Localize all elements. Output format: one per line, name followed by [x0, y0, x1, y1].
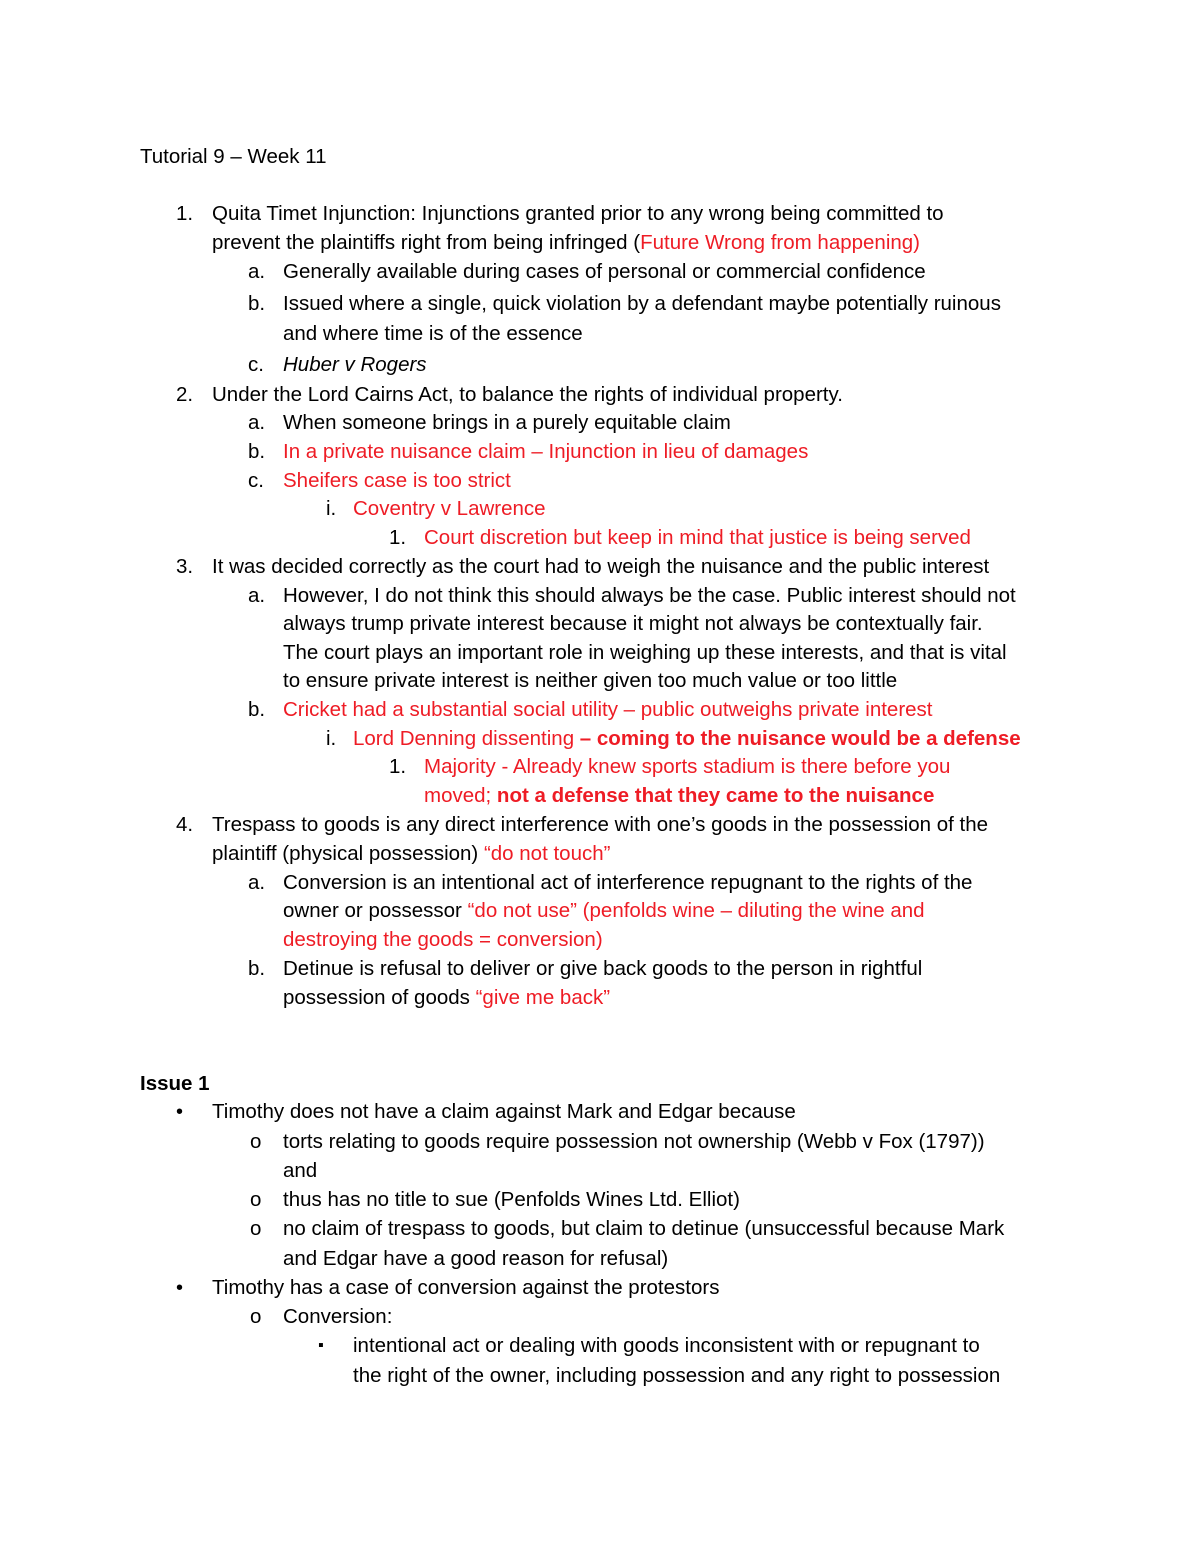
- text-run: moved;: [424, 784, 497, 807]
- highlight-text: Sheifers case is too strict: [283, 469, 511, 492]
- list-item-text: [212, 840, 610, 868]
- list-marker: c.: [248, 469, 264, 492]
- highlight-text: “do not use” (penfolds wine – diluting the wine and: [467, 899, 925, 922]
- text-run: possession of goods: [283, 986, 476, 1009]
- highlight-text: “do not touch”: [483, 842, 611, 865]
- list-item-text: to ensure private interest is neither given too much value or too little: [283, 669, 898, 692]
- bullet-item-text: and Edgar have a good reason for refusal): [283, 1247, 669, 1270]
- list-marker: a.: [248, 411, 266, 434]
- circle-bullet-icon: o: [250, 1188, 262, 1211]
- highlight-text: destroying the goods = conversion): [283, 928, 603, 951]
- text-run: prevent the plaintiffs right from being infringed (: [212, 231, 641, 254]
- list-item-text: Conversion is an intentional act of interference repugnant to the rights of the: [283, 871, 973, 894]
- bold-text: – coming to the nuisance would be a defense: [574, 727, 1021, 750]
- highlight-text: Cricket had a substantial social utility – public outweighs private interest: [283, 698, 933, 721]
- list-marker: b.: [248, 957, 266, 980]
- list-item-text: [212, 229, 920, 257]
- list-marker: b.: [248, 292, 266, 315]
- highlight-text: [353, 725, 1021, 753]
- bullet-item-text: Conversion:: [283, 1305, 393, 1328]
- bullet-item-text: thus has no title to sue (Penfolds Wines Ltd. Elliot): [283, 1188, 740, 1211]
- circle-bullet-icon: o: [250, 1130, 262, 1153]
- list-marker: 1.: [389, 526, 407, 549]
- highlight-text: Court discretion but keep in mind that justice is being served: [424, 526, 971, 549]
- case-name: Huber v Rogers: [283, 353, 427, 376]
- list-item-text: When someone brings in a purely equitable claim: [283, 411, 731, 434]
- text-run: plaintiff (physical possession): [212, 842, 484, 865]
- highlight-text: Coventry v Lawrence: [353, 497, 546, 520]
- list-item-text: Trespass to goods is any direct interference with one’s goods in the possession of the: [212, 813, 989, 836]
- list-marker: a.: [248, 871, 266, 894]
- list-item-text: [283, 897, 925, 925]
- list-item-text: It was decided correctly as the court had to weigh the nuisance and the public interest: [212, 555, 990, 578]
- bullet-item-text: and: [283, 1159, 318, 1182]
- list-marker: a.: [248, 260, 266, 283]
- list-marker: 4.: [176, 813, 194, 836]
- list-marker: 2.: [176, 383, 194, 406]
- text-run: owner or possessor: [283, 899, 468, 922]
- list-item-text: Quita Timet Injunction: Injunctions granted prior to any wrong being committed to: [212, 202, 944, 225]
- bullet-item-text: intentional act or dealing with goods inconsistent with or repugnant to: [353, 1334, 980, 1357]
- bullet-item-text: Timothy has a case of conversion against the protestors: [212, 1276, 720, 1299]
- circle-bullet-icon: o: [250, 1217, 262, 1240]
- list-item-text: The court plays an important role in weighing up these interests, and that is vital: [283, 641, 1007, 664]
- bullet-icon: •: [176, 1277, 184, 1299]
- square-bullet-icon: ▪: [318, 1337, 324, 1354]
- list-item-text: However, I do not think this should always be the case. Public interest should not: [283, 584, 1016, 607]
- list-marker: a.: [248, 584, 266, 607]
- highlight-text: Future Wrong from happening): [640, 231, 921, 254]
- list-item-text: Issued where a single, quick violation by a defendant maybe potentially ruinous: [283, 292, 1001, 315]
- list-marker: 1.: [389, 755, 407, 778]
- list-marker: 3.: [176, 555, 194, 578]
- bullet-item-text: the right of the owner, including possession and any right to possession: [353, 1364, 1001, 1387]
- bullet-icon: •: [176, 1101, 184, 1123]
- list-marker: b.: [248, 440, 266, 463]
- list-marker: 1.: [176, 202, 194, 225]
- text-run: Lord Denning dissenting: [353, 727, 575, 750]
- section-heading: Issue 1: [140, 1072, 210, 1095]
- list-item-text: Generally available during cases of personal or commercial confidence: [283, 260, 926, 283]
- list-item-text: always trump private interest because it might not always be contextually fair.: [283, 612, 983, 635]
- bullet-item-text: torts relating to goods require possession not ownership (Webb v Fox (1797)): [283, 1130, 985, 1153]
- highlight-text: [424, 782, 934, 810]
- list-item-text: [283, 984, 610, 1012]
- bullet-item-text: Timothy does not have a claim against Mark and Edgar because: [212, 1100, 796, 1123]
- highlight-text: In a private nuisance claim – Injunction in lieu of damages: [283, 440, 809, 463]
- list-item-text: Detinue is refusal to deliver or give back goods to the person in rightful: [283, 957, 923, 980]
- highlight-text: “give me back”: [475, 986, 611, 1009]
- list-marker: c.: [248, 353, 264, 376]
- list-item-text: and where time is of the essence: [283, 322, 583, 345]
- circle-bullet-icon: o: [250, 1305, 262, 1328]
- bold-text: not a defense that they came to the nuisance: [496, 784, 935, 807]
- list-marker: i.: [326, 497, 337, 520]
- highlight-text: Majority - Already knew sports stadium is there before you: [424, 755, 951, 778]
- bullet-item-text: no claim of trespass to goods, but claim to detinue (unsuccessful because Mark: [283, 1217, 1005, 1240]
- list-item-text: Under the Lord Cairns Act, to balance the rights of individual property.: [212, 383, 843, 406]
- list-marker: b.: [248, 698, 266, 721]
- document-title: Tutorial 9 – Week 11: [140, 145, 327, 168]
- list-marker: i.: [326, 727, 337, 750]
